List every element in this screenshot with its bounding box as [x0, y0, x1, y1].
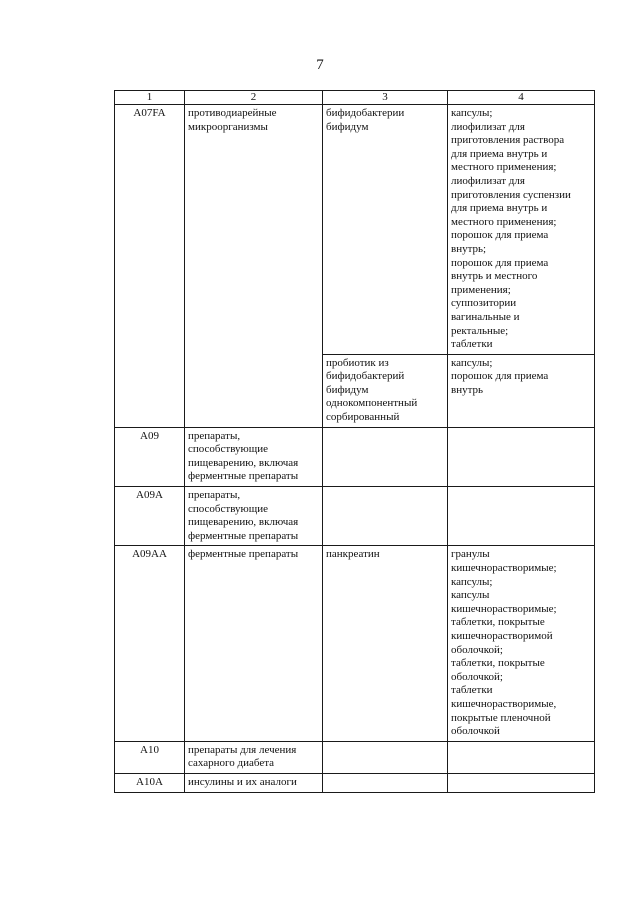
cell-text-line: препараты, [188, 429, 241, 442]
cell-text-line: вагинальные и [451, 310, 520, 323]
cell-text-line: ферментные препараты [188, 529, 299, 542]
table-row [115, 546, 595, 741]
cell-text-line: способствующие [188, 502, 268, 515]
substance-cell [323, 773, 448, 792]
cell-text-line: однокомпонентный [326, 397, 418, 410]
cell-text-line: применения; [451, 283, 511, 296]
substance-cell [323, 105, 448, 355]
cell-text-line: внутрь и местного [451, 270, 538, 283]
cell-text-line: лиофилизат для [451, 120, 525, 133]
cell-text-line: таблетки [451, 338, 493, 351]
cell-text-line: способствующие [188, 443, 268, 456]
cell-text-line: таблетки, покрытые [451, 657, 545, 670]
cell-text-line: инсулины и их аналоги [188, 775, 297, 788]
cell-text-line: таблетки [451, 684, 493, 697]
cell-text-line: гранулы [451, 548, 490, 561]
cell-text-line: капсулы; [451, 356, 493, 369]
cell-text-line: оболочкой; [451, 670, 503, 683]
group-cell [185, 427, 323, 486]
page-number: 7 [316, 57, 324, 73]
cell-text-line: бифидобактерий [326, 370, 405, 383]
substance-cell [323, 427, 448, 486]
column-header: 2 [185, 91, 323, 105]
dosage-forms-cell [448, 354, 595, 427]
drug-classification-table [114, 90, 595, 793]
cell-text-line: местного применения; [451, 161, 557, 174]
column-header: 4 [448, 91, 595, 105]
table-header-row [115, 91, 595, 105]
cell-text-line: препараты, [188, 489, 241, 502]
atc-code-cell: A09 [115, 427, 185, 486]
group-cell [185, 546, 323, 741]
cell-text-line: суппозитории [451, 297, 517, 310]
column-header: 1 [115, 91, 185, 105]
atc-code-cell: A10A [115, 773, 185, 792]
cell-text-line: капсулы; [451, 107, 493, 119]
cell-text-line: кишечнорастворимой [451, 629, 553, 642]
cell-text-line: ферментные препараты [188, 548, 299, 561]
cell-text-line: бифидум [326, 383, 369, 396]
substance-cell [323, 546, 448, 741]
substance-cell [323, 487, 448, 546]
cell-text-line: капсулы; [451, 575, 493, 588]
cell-text-line: препараты для лечения [188, 743, 297, 756]
atc-code-cell: A07FA [115, 105, 185, 428]
group-cell [185, 773, 323, 792]
group-cell [185, 487, 323, 546]
dosage-forms-cell [448, 427, 595, 486]
cell-text-line: ректальные; [451, 324, 509, 337]
cell-text-line: пробиотик из [326, 356, 389, 369]
table-row [115, 741, 595, 773]
cell-text-line: оболочкой; [451, 643, 503, 656]
cell-text-line: противодиарейные [188, 107, 277, 119]
atc-code-cell: A10 [115, 741, 185, 773]
cell-text-line: приготовления раствора [451, 134, 565, 147]
cell-text-line: ферментные препараты [188, 470, 299, 483]
cell-text-line: микроорганизмы [188, 120, 268, 133]
table-row [115, 427, 595, 486]
dosage-forms-cell [448, 741, 595, 773]
group-cell [185, 741, 323, 773]
cell-text-line: сорбированный [326, 411, 400, 424]
table-row [115, 773, 595, 792]
cell-text-line: приготовления суспензии [451, 188, 571, 201]
group-cell [185, 105, 323, 428]
cell-text-line: для приема внутрь и [451, 147, 548, 160]
dosage-forms-cell [448, 773, 595, 792]
cell-text-line: таблетки, покрытые [451, 616, 545, 629]
cell-text-line: внутрь; [451, 242, 487, 255]
cell-text-line: для приема внутрь и [451, 202, 548, 215]
cell-text-line: порошок для приема [451, 256, 549, 269]
cell-text-line: внутрь [451, 383, 484, 396]
cell-text-line: оболочкой [451, 725, 500, 738]
cell-text-line: пищеварению, включая [188, 456, 299, 469]
cell-text-line: порошок для приема [451, 229, 549, 242]
table-row [115, 487, 595, 546]
cell-text-line: местного применения; [451, 215, 557, 228]
cell-text-line: бифидум [326, 120, 369, 133]
dosage-forms-cell [448, 546, 595, 741]
cell-text-line: покрытые пленочной [451, 711, 551, 724]
substance-cell [323, 741, 448, 773]
cell-text-line: кишечнорастворимые, [451, 697, 557, 710]
cell-text-line: панкреатин [326, 548, 380, 561]
cell-text-line: капсулы [451, 589, 490, 602]
column-header: 3 [323, 91, 448, 105]
atc-code-cell: A09AA [115, 546, 185, 741]
substance-cell [323, 354, 448, 427]
cell-text-line: бифидобактерии [326, 107, 405, 119]
cell-text-line: кишечнорастворимые; [451, 602, 557, 615]
cell-text-line: лиофилизат для [451, 174, 525, 187]
table-row [115, 105, 595, 355]
cell-text-line: пищеварению, включая [188, 516, 299, 529]
dosage-forms-cell [448, 105, 595, 355]
atc-code-cell: A09A [115, 487, 185, 546]
cell-text-line: кишечнорастворимые; [451, 562, 557, 574]
cell-text-line: сахарного диабета [188, 757, 275, 770]
dosage-forms-cell [448, 487, 595, 546]
cell-text-line: порошок для приема [451, 370, 549, 383]
